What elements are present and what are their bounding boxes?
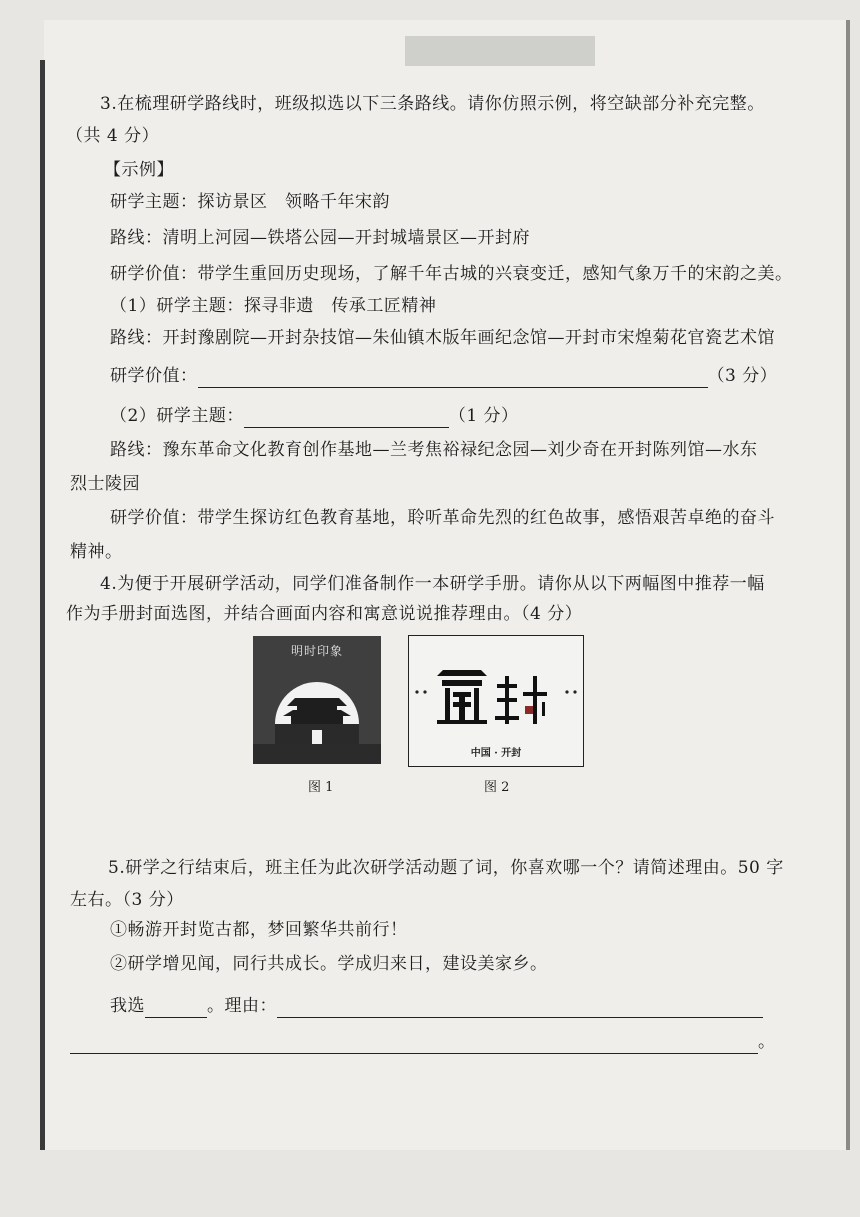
- q5-reason-blank-1[interactable]: [277, 999, 763, 1018]
- q3-item1-value-label: 研学价值：: [110, 366, 198, 386]
- q3-item2-route-line2: 烈士陵园: [70, 474, 140, 494]
- q5-choice-blank[interactable]: [145, 999, 207, 1018]
- q3-item1-points: （3 分）: [707, 366, 778, 386]
- q3-item2-value-line1: 研学价值：带学生探访红色教育基地，聆听革命先烈的红色故事，感悟艰苦卓绝的奋斗: [110, 508, 775, 528]
- q5-option2: ②研学增见闻，同行共成长。学成归来日，建设美家乡。: [110, 954, 548, 974]
- q5-end-mark: 。: [758, 1032, 776, 1052]
- q3-item2-value-line2: 精神。: [70, 542, 123, 562]
- figure-1-title: 明时印象: [290, 644, 343, 658]
- q3-item2-points: （1 分）: [448, 406, 519, 426]
- q3-item1-value: [110, 364, 777, 388]
- q5-answer-line2: [70, 1030, 776, 1054]
- header-band: [405, 36, 595, 66]
- q5-stem-line1: 5.研学之行结束后，班主任为此次研学活动题了词，你喜欢哪一个？请简述理由。50 字: [108, 858, 784, 878]
- q5-answer-line: [110, 994, 763, 1018]
- q5-stem-line2: 左右。（3 分）: [70, 890, 184, 910]
- q3-item2-theme: [110, 404, 519, 428]
- q3-item2-route-line1: 路线：豫东革命文化教育创作基地—兰考焦裕禄纪念园—刘少奇在开封陈列馆—水东: [110, 440, 758, 460]
- q3-example-theme: 研学主题：探访景区 领略千年宋韵: [110, 192, 390, 212]
- q3-stem-line1: 3.在梳理研学路线时，班级拟选以下三条路线。请你仿照示例，将空缺部分补充完整。: [100, 94, 765, 114]
- q5-choose-label: 我选: [110, 996, 145, 1016]
- q3-example-route: 路线：清明上河园—铁塔公园—开封城墙景区—开封府: [110, 228, 530, 248]
- q4-stem-line2: 作为手册封面选图，并结合画面内容和寓意说说推荐理由。（4 分）: [66, 604, 583, 624]
- figure-2-image[interactable]: [408, 635, 584, 767]
- q3-example-value: 研学价值：带学生重回历史现场，了解千年古城的兴衰变迁，感知气象万千的宋韵之美。: [110, 264, 793, 284]
- paper-edge: [40, 60, 45, 1150]
- q5-reason-blank-2[interactable]: [70, 1035, 758, 1054]
- q5-reason-label: 。理由：: [207, 996, 277, 1016]
- q5-option1: ①畅游开封览古都，梦回繁华共前行！: [110, 920, 408, 940]
- q4-stem-line1: 4.为便于开展研学活动，同学们准备制作一本研学手册。请你从以下两幅图中推荐一幅: [100, 574, 765, 594]
- q3-item1-answer-blank[interactable]: [198, 369, 708, 388]
- q3-item2-answer-blank[interactable]: [244, 409, 449, 428]
- figure-1-caption: 图 1: [308, 780, 334, 795]
- q3-stem-line2: （共 4 分）: [66, 126, 160, 146]
- q3-example-label: 【示例】: [104, 160, 174, 180]
- q3-item2-theme-label: （2）研学主题：: [110, 406, 244, 426]
- figure-1-image[interactable]: [253, 636, 381, 764]
- q3-item1-route: 路线：开封豫剧院—开封杂技馆—朱仙镇木版年画纪念馆—开封市宋煌菊花官瓷艺术馆: [110, 328, 775, 348]
- figure-2-text: 中国 · 开封: [470, 748, 522, 759]
- figure-2-caption: 图 2: [484, 780, 510, 795]
- q3-item1-theme: （1）研学主题：探寻非遗 传承工匠精神: [110, 296, 437, 316]
